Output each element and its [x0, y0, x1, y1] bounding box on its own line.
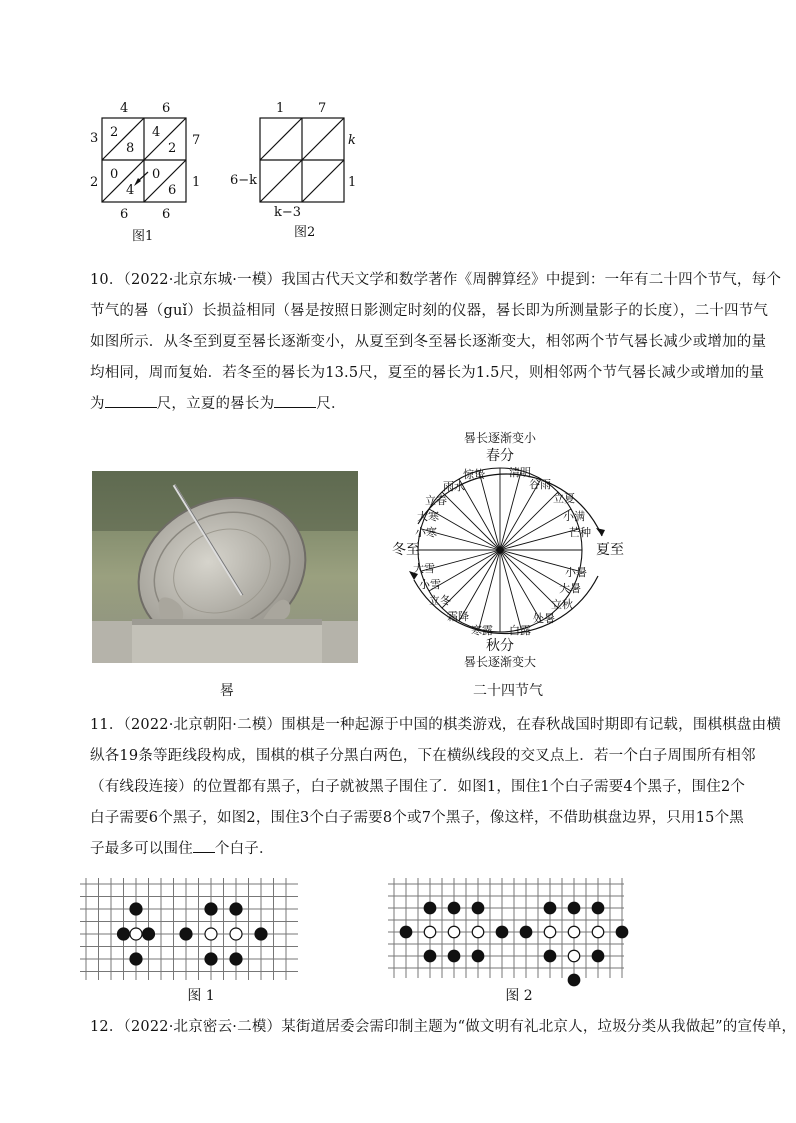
- fig1-right-2: 1: [192, 175, 201, 190]
- sundial-caption: 晷: [220, 683, 234, 699]
- term: 小满: [563, 510, 585, 523]
- white-stone: [544, 926, 556, 938]
- black-stone: [592, 902, 604, 914]
- fig2-top-2: 7: [318, 101, 327, 116]
- fig1-top-1: 4: [120, 101, 129, 116]
- term: 小寒: [415, 526, 437, 539]
- sundial-photo: [92, 471, 358, 663]
- figure-2-grid: [226, 96, 366, 244]
- q11-line-3: （有线段连接）的位置都有黑子，白子就被黑子围住了．如图1，围住1个白子需要4个黑子，围住2个: [90, 779, 746, 795]
- white-stone: [448, 926, 460, 938]
- go-fig1-caption: 图 1: [187, 988, 215, 1004]
- wheel-spoke: [500, 550, 558, 608]
- white-stone: [568, 926, 580, 938]
- fig1-cell: 2: [110, 125, 119, 140]
- term: 处暑: [533, 612, 555, 625]
- wheel-bottom-label: 晷长逐渐变大: [463, 655, 537, 669]
- answer-blank-3[interactable]: [193, 838, 215, 853]
- question-11: [90, 710, 782, 865]
- fig1-cell: 4: [126, 183, 135, 198]
- term: 立秋: [551, 598, 573, 611]
- wheel-spoke: [479, 550, 500, 629]
- wheel-caption: 二十四节气: [473, 683, 543, 699]
- figure-1-grid: [84, 96, 224, 244]
- fig1-cell: 0: [152, 167, 161, 182]
- term: 霜降: [447, 610, 469, 623]
- term: 小雪: [419, 578, 441, 591]
- answer-blank-2[interactable]: [274, 393, 316, 408]
- white-stone: [130, 928, 142, 940]
- black-stone: [592, 950, 604, 962]
- black-stone: [496, 926, 508, 938]
- q10-line-5: 为 尺，立夏的晷长为 尺．: [90, 389, 716, 420]
- term: 白露: [509, 624, 531, 637]
- fig2-bottom: k−3: [274, 205, 302, 220]
- term: 小暑: [565, 566, 587, 579]
- fig1-cell: 8: [126, 141, 135, 156]
- q12-line-1: 12．（2022·北京密云·二模）某街道居委会需印制主题为“做文明有礼北京人，垃圾分类从我做起”的宣传单，: [90, 1019, 796, 1035]
- fig2-right-k: k: [348, 133, 356, 148]
- white-stone: [424, 926, 436, 938]
- fig1-cell: 0: [110, 167, 119, 182]
- fig1-left-1: 3: [90, 131, 99, 146]
- fig2-left: 6−k: [230, 173, 258, 188]
- term: 立春: [425, 494, 447, 507]
- q10-line-4: 均相同，周而复始．若冬至的晷长为13.5尺，夏至的晷长为1.5尺，则相邻两个节气晷长减少或增加的量: [90, 365, 765, 381]
- wheel-spoke: [479, 471, 500, 550]
- wheel-spoke: [500, 492, 558, 550]
- q10-line-2: 节气的晷（guǐ）长损益相同（晷是按照日影测定时刻的仪器，晷长即为所测量影子的长度），二十四节气: [90, 303, 769, 319]
- fig2-right-1: 1: [348, 175, 357, 190]
- black-stone: [130, 953, 142, 965]
- term: 惊蛰: [463, 468, 485, 481]
- wheel-spoke: [500, 509, 571, 550]
- black-stone: [472, 950, 484, 962]
- wheel-spoke: [429, 509, 500, 550]
- black-stone: [400, 926, 412, 938]
- wheel-autumn: 秋分: [486, 638, 514, 654]
- answer-blank-1[interactable]: [105, 393, 157, 408]
- wheel-summer: 夏至: [596, 542, 624, 558]
- white-stone: [568, 950, 580, 962]
- q10-line-3: 如图所示．从冬至到夏至晷长逐渐变小，从夏至到冬至晷长逐渐变大，相邻两个节气晷长减少或增加的量: [90, 334, 767, 350]
- go-fig2-caption: 图 2: [505, 988, 533, 1004]
- white-stone: [472, 926, 484, 938]
- wheel-spoke: [500, 471, 521, 550]
- black-stone: [616, 926, 628, 938]
- black-stone: [568, 902, 580, 914]
- wheel-spoke: [500, 550, 541, 621]
- fig1-right-1: 7: [192, 133, 201, 148]
- term: 大寒: [417, 510, 439, 523]
- wheel-winter: 冬至: [392, 542, 420, 558]
- q11-line-4: 白子需要6个黑子，如图2，围住3个白子需要8个或7个黑子，像这样，不借助棋盘边界，只用15个黑: [90, 810, 744, 826]
- term: 清明: [509, 466, 531, 479]
- go-figure-1: [80, 878, 298, 980]
- black-stone: [568, 974, 580, 986]
- black-stone: [118, 928, 130, 940]
- wheel-top-label: 晷长逐渐变小: [463, 431, 537, 445]
- black-stone: [448, 902, 460, 914]
- black-stone: [472, 902, 484, 914]
- fig1-cell: 2: [168, 141, 177, 156]
- wheel-spoke: [459, 479, 500, 550]
- question-12: [90, 1012, 796, 1043]
- q11-line-2: 纵各19条等距线段构成，围棋的棋子分黑白两色，下在横纵线段的交叉点上．若一个白子周围所有相邻: [90, 748, 756, 764]
- black-stone: [205, 903, 217, 915]
- term: 芒种: [569, 526, 591, 539]
- term: 大暑: [559, 582, 581, 595]
- white-stone: [592, 926, 604, 938]
- black-stone: [544, 950, 556, 962]
- term: 谷雨: [529, 478, 551, 491]
- wheel-spring: 春分: [486, 448, 514, 464]
- black-stone: [544, 902, 556, 914]
- black-stone: [180, 928, 192, 940]
- fig1-cell: 6: [168, 183, 177, 198]
- term: 大雪: [413, 562, 435, 575]
- question-10: [90, 265, 782, 420]
- q11-line-5: 子最多可以围住 个白子．: [90, 834, 716, 865]
- solar-terms-wheel: [388, 426, 628, 676]
- black-stone: [205, 953, 217, 965]
- black-stone: [520, 926, 532, 938]
- black-stone: [230, 903, 242, 915]
- black-stone: [448, 950, 460, 962]
- term: 立冬: [429, 594, 451, 607]
- wheel-spoke: [442, 492, 500, 550]
- fig2-caption: 图2: [294, 225, 316, 240]
- black-stone: [143, 928, 155, 940]
- black-stone: [130, 903, 142, 915]
- wheel-spoke: [500, 529, 579, 550]
- q11-line-1: 11．（2022·北京朝阳·二模）围棋是一种起源于中国的棋类游戏，在春秋战国时期即有记载，围棋棋盘由横: [90, 717, 782, 733]
- fig1-cell: 4: [152, 125, 161, 140]
- black-stone: [255, 928, 267, 940]
- black-stone: [230, 953, 242, 965]
- wheel-spoke: [500, 550, 521, 629]
- q10-line-1: 10．（2022·北京东城·一模）我国古代天文学和数学著作《周髀算经》中提到：一年有二十四个节气，每个: [90, 272, 782, 288]
- fig1-bottom-1: 6: [120, 207, 129, 222]
- black-stone: [424, 902, 436, 914]
- term: 雨水: [443, 480, 465, 493]
- fig1-caption: 图1: [132, 229, 154, 244]
- fig1-top-2: 6: [162, 101, 171, 116]
- go-figure-2: [388, 878, 624, 978]
- white-stone: [205, 928, 217, 940]
- fig1-bottom-2: 6: [162, 207, 171, 222]
- fig1-left-2: 2: [90, 175, 99, 190]
- fig2-top-1: 1: [276, 101, 285, 116]
- white-stone: [230, 928, 242, 940]
- black-stone: [424, 950, 436, 962]
- term: 寒露: [471, 624, 493, 637]
- term: 立夏: [553, 492, 575, 505]
